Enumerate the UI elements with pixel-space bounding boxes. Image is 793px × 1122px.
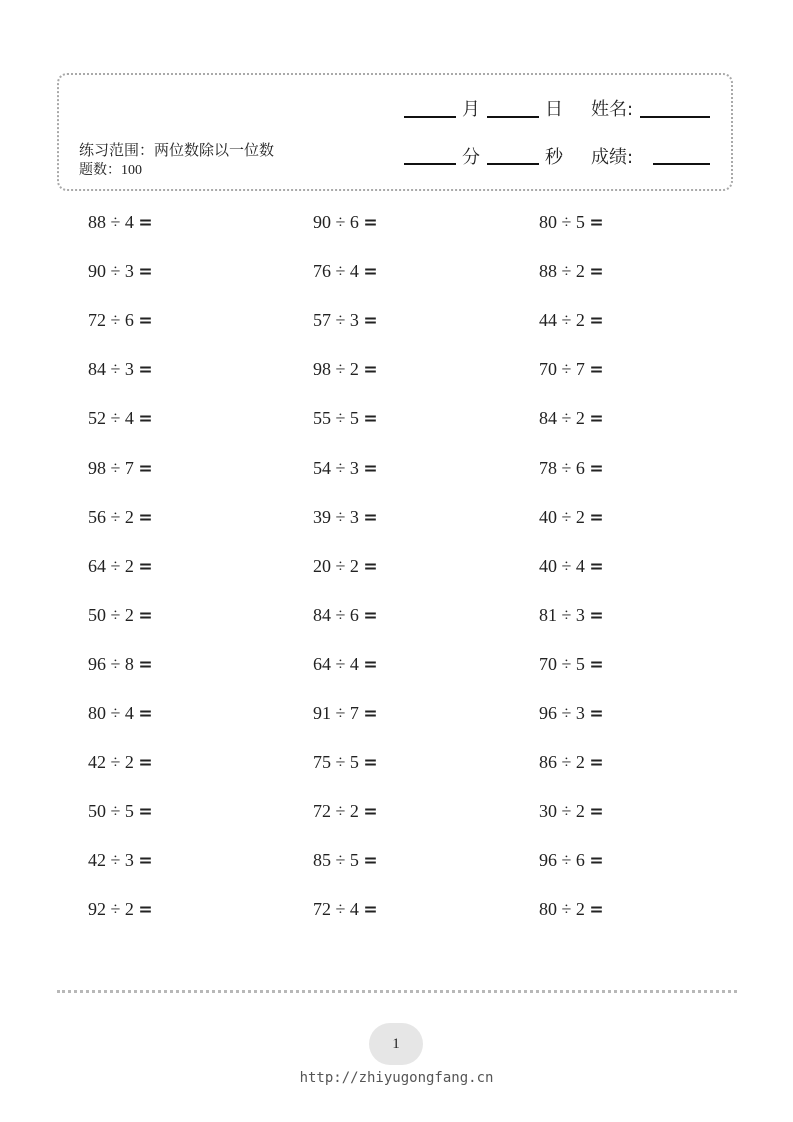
problem-item <box>539 555 604 578</box>
equals-sign: = <box>363 557 378 577</box>
problem-item <box>313 653 378 676</box>
problem-item <box>539 898 604 921</box>
problem-expression: 96 ÷ 3 <box>539 703 585 723</box>
problem-item <box>313 898 378 921</box>
problem-item <box>88 309 153 332</box>
problem-expression: 20 ÷ 2 <box>313 556 359 576</box>
problem-expression: 88 ÷ 4 <box>88 212 134 232</box>
problem-expression: 86 ÷ 2 <box>539 752 585 772</box>
problem-expression: 64 ÷ 2 <box>88 556 134 576</box>
equals-sign: = <box>138 409 153 429</box>
problem-item <box>539 211 604 234</box>
problem-expression: 80 ÷ 5 <box>539 212 585 232</box>
equals-sign: = <box>138 606 153 626</box>
footer-divider <box>57 990 737 993</box>
problem-expression: 84 ÷ 3 <box>88 359 134 379</box>
page-number-badge <box>369 1023 423 1065</box>
footer-url: http://zhiyugongfang.cn <box>299 1070 494 1086</box>
day-label: 日 <box>545 99 563 120</box>
problem-expression: 80 ÷ 2 <box>539 899 585 919</box>
problem-expression: 81 ÷ 3 <box>539 605 585 625</box>
problem-item <box>88 506 153 529</box>
equals-sign: = <box>363 704 378 724</box>
equals-sign: = <box>589 311 604 331</box>
problem-expression: 42 ÷ 2 <box>88 752 134 772</box>
equals-sign: = <box>363 900 378 920</box>
problem-expression: 91 ÷ 7 <box>313 703 359 723</box>
equals-sign: = <box>363 802 378 822</box>
problem-expression: 85 ÷ 5 <box>313 850 359 870</box>
problem-expression: 50 ÷ 5 <box>88 801 134 821</box>
problem-expression: 72 ÷ 2 <box>313 801 359 821</box>
problem-expression: 78 ÷ 6 <box>539 458 585 478</box>
problem-count-value: 100 <box>121 163 142 178</box>
problem-item <box>313 407 378 430</box>
problem-item <box>88 457 153 480</box>
problem-expression: 54 ÷ 3 <box>313 458 359 478</box>
equals-sign: = <box>363 213 378 233</box>
equals-sign: = <box>589 802 604 822</box>
equals-sign: = <box>138 508 153 528</box>
problem-expression: 88 ÷ 2 <box>539 261 585 281</box>
problem-expression: 55 ÷ 5 <box>313 408 359 428</box>
problem-item <box>539 702 604 725</box>
problem-expression: 98 ÷ 2 <box>313 359 359 379</box>
problem-item <box>313 457 378 480</box>
problem-count-label: 题数： <box>79 162 121 178</box>
problem-item <box>88 358 153 381</box>
problem-count-text <box>79 162 142 179</box>
problem-item <box>313 211 378 234</box>
equals-sign: = <box>363 459 378 479</box>
problem-expression: 70 ÷ 5 <box>539 654 585 674</box>
problem-expression: 72 ÷ 6 <box>88 310 134 330</box>
problem-item <box>539 309 604 332</box>
equals-sign: = <box>363 753 378 773</box>
problem-expression: 72 ÷ 4 <box>313 899 359 919</box>
equals-sign: = <box>589 508 604 528</box>
problem-expression: 75 ÷ 5 <box>313 752 359 772</box>
equals-sign: = <box>363 409 378 429</box>
problem-item <box>313 555 378 578</box>
equals-sign: = <box>363 851 378 871</box>
equals-sign: = <box>138 360 153 380</box>
problem-expression: 96 ÷ 6 <box>539 850 585 870</box>
equals-sign: = <box>589 753 604 773</box>
problem-item <box>88 800 153 823</box>
equals-sign: = <box>138 900 153 920</box>
problem-item <box>313 849 378 872</box>
problem-item <box>313 800 378 823</box>
problem-expression: 90 ÷ 3 <box>88 261 134 281</box>
equals-sign: = <box>589 851 604 871</box>
problem-expression: 84 ÷ 6 <box>313 605 359 625</box>
problem-item <box>313 702 378 725</box>
problem-item <box>88 604 153 627</box>
equals-sign: = <box>589 557 604 577</box>
equals-sign: = <box>138 704 153 724</box>
equals-sign: = <box>589 409 604 429</box>
problem-expression: 42 ÷ 3 <box>88 850 134 870</box>
equals-sign: = <box>363 311 378 331</box>
equals-sign: = <box>138 802 153 822</box>
practice-range-text <box>79 141 274 159</box>
problem-item <box>539 260 604 283</box>
problem-expression: 39 ÷ 3 <box>313 507 359 527</box>
problem-expression: 50 ÷ 2 <box>88 605 134 625</box>
problem-item <box>88 898 153 921</box>
problem-item <box>88 702 153 725</box>
equals-sign: = <box>138 213 153 233</box>
equals-sign: = <box>363 606 378 626</box>
problem-item <box>539 653 604 676</box>
problem-expression: 30 ÷ 2 <box>539 801 585 821</box>
equals-sign: = <box>138 851 153 871</box>
problem-expression: 92 ÷ 2 <box>88 899 134 919</box>
problem-item <box>313 309 378 332</box>
equals-sign: = <box>589 900 604 920</box>
problem-item <box>313 358 378 381</box>
problem-item <box>539 506 604 529</box>
problem-expression: 64 ÷ 4 <box>313 654 359 674</box>
equals-sign: = <box>363 262 378 282</box>
practice-range-label: 练习范围：两位数除以一位数 <box>79 141 275 159</box>
page-number: 1 <box>392 1036 400 1052</box>
name-blank[interactable] <box>640 116 710 118</box>
minute-blank[interactable] <box>404 163 456 165</box>
problem-expression: 56 ÷ 2 <box>88 507 134 527</box>
problem-item <box>539 849 604 872</box>
problem-expression: 80 ÷ 4 <box>88 703 134 723</box>
equals-sign: = <box>138 311 153 331</box>
problem-item <box>88 849 153 872</box>
problem-item <box>539 604 604 627</box>
problem-expression: 40 ÷ 4 <box>539 556 585 576</box>
problem-item <box>313 604 378 627</box>
problem-expression: 40 ÷ 2 <box>539 507 585 527</box>
problem-item <box>539 800 604 823</box>
problem-expression: 96 ÷ 8 <box>88 654 134 674</box>
second-blank[interactable] <box>487 163 539 165</box>
problem-item <box>88 260 153 283</box>
problem-item <box>88 555 153 578</box>
equals-sign: = <box>589 459 604 479</box>
worksheet-header-box <box>57 73 733 191</box>
equals-sign: = <box>363 508 378 528</box>
problem-item <box>539 358 604 381</box>
equals-sign: = <box>363 360 378 380</box>
day-blank[interactable] <box>487 116 539 118</box>
problem-item <box>88 211 153 234</box>
name-label: 姓名: <box>591 99 634 120</box>
second-label: 秒 <box>545 147 563 168</box>
equals-sign: = <box>589 213 604 233</box>
month-label: 月 <box>462 99 480 120</box>
problem-expression: 70 ÷ 7 <box>539 359 585 379</box>
month-blank[interactable] <box>404 116 456 118</box>
problem-item <box>313 751 378 774</box>
problem-expression: 52 ÷ 4 <box>88 408 134 428</box>
problem-expression: 98 ÷ 7 <box>88 458 134 478</box>
equals-sign: = <box>589 606 604 626</box>
equals-sign: = <box>589 655 604 675</box>
equals-sign: = <box>138 459 153 479</box>
problem-item <box>539 407 604 430</box>
problem-item <box>313 506 378 529</box>
equals-sign: = <box>589 704 604 724</box>
equals-sign: = <box>589 262 604 282</box>
problem-expression: 76 ÷ 4 <box>313 261 359 281</box>
problem-expression: 84 ÷ 2 <box>539 408 585 428</box>
problem-item <box>88 751 153 774</box>
problem-item <box>539 751 604 774</box>
problem-item <box>88 407 153 430</box>
score-label: 成绩: <box>591 147 634 168</box>
problem-expression: 57 ÷ 3 <box>313 310 359 330</box>
equals-sign: = <box>363 655 378 675</box>
problem-item <box>313 260 378 283</box>
equals-sign: = <box>138 753 153 773</box>
equals-sign: = <box>138 557 153 577</box>
problem-expression: 44 ÷ 2 <box>539 310 585 330</box>
equals-sign: = <box>589 360 604 380</box>
problem-item <box>88 653 153 676</box>
problem-expression: 90 ÷ 6 <box>313 212 359 232</box>
problem-item <box>539 457 604 480</box>
equals-sign: = <box>138 655 153 675</box>
score-blank[interactable] <box>653 163 710 165</box>
minute-label: 分 <box>462 147 480 168</box>
equals-sign: = <box>138 262 153 282</box>
